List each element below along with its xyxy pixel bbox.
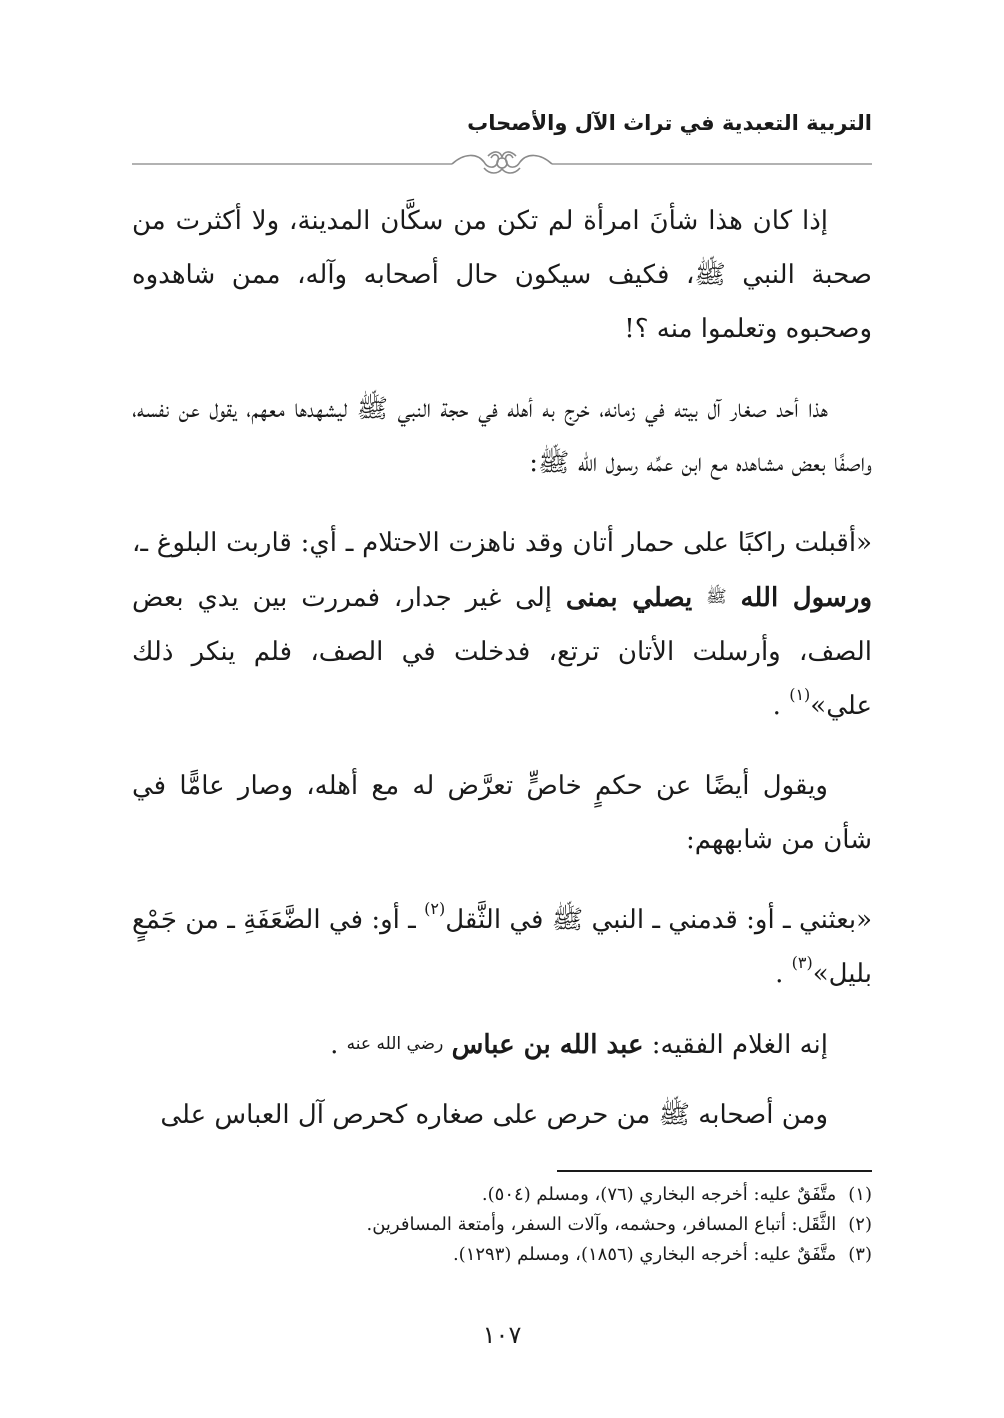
paragraph-7 [132,1088,872,1142]
running-head-title: التربية التعبدية في تراث الآل والأصحاب [467,111,872,135]
quote-1-end: . [772,691,781,721]
paragraph-2-text: هذا أحد صغار آل بيته في زمانه، خرج به أهله في حجة النبي ﷺ ليشهدها معهم، يقول عن نفسه، واصفًا بعض مشاهده مع ابن عمِّه رسول الله ﷺ: [132,394,872,478]
companion-honorific: رضي الله عنه [346,1034,444,1054]
footnote-ref-1[interactable]: (١) [789,685,811,704]
hadith-quote-1 [132,516,872,733]
paragraph-6 [132,1017,872,1072]
quote-1-bold-praying: يصلي بمنى [565,583,693,613]
hadith-quote-2 [132,893,872,1001]
book-page [132,0,872,1418]
footnote-1 [132,1180,872,1210]
footnote-3 [132,1240,872,1270]
paragraph-6-lead: إنه الغلام الفقيه: [643,1030,828,1060]
page-number: ١٠٧ [482,1321,522,1349]
footnote-text: متَّفَقٌ عليه: أخرجه البخاري (١٨٥٦)، ومسلم (١٢٩٣). [452,1244,837,1265]
footnote-ref-3[interactable]: (٣) [791,953,813,972]
footnote-2 [132,1210,872,1240]
quote-1-part-a: «أقبلت راكبًا على حمار أتان وقد ناهزت الاحتلام ـ أي: قاربت البلوغ ـ، [132,528,872,558]
paragraph-1 [132,194,872,356]
quote-1-bold-messenger: ورسول الله [740,583,873,613]
paragraph-7-text: ومن أصحابه ﷺ من حرص على صغاره كحرص آل العباس على [160,1100,828,1130]
footnote-number: (٣) [848,1244,872,1265]
footnote-separator [557,1170,872,1172]
companion-name: عبد الله بن عباس [451,1030,644,1060]
ornamental-divider [132,147,872,177]
main-text [132,194,872,1168]
paragraph-2 [132,382,872,490]
footnote-number: (٢) [848,1214,872,1235]
footnote-text: الثَّقَل: أتباع المسافر، وحشمه، وآلات السفر، وأمتعة المسافرين. [366,1214,837,1235]
footnote-text: متَّفَقٌ عليه: أخرجه البخاري (٧٦)، ومسلم (٥٠٤). [481,1184,837,1205]
quote-2-part-b: ـ أو: في الضَّعَفَةِ ـ من جَمْعٍ بليل» [132,905,872,989]
quote-2-part-a: «بعثني ـ أو: قدمني ـ النبي ﷺ في الثَّقل [445,905,872,935]
quote-2-end: . [775,959,784,989]
paragraph-4 [132,759,872,867]
paragraph-4-text: ويقول أيضًا عن حكمٍ خاصٍّ تعرَّض له مع أهله، وصار عامًّا في شأن من شابههم: [132,771,872,855]
footnote-number: (١) [848,1184,872,1205]
salutation-glyph: ﷺ [706,587,727,607]
footnote-ref-2[interactable]: (٢) [424,899,446,918]
paragraph-1-text: إذا كان هذا شأنَ امرأة لم تكن من سكَّان المدينة، ولا أكثرت من صحبة النبي ﷺ، فكيف سيكون حال أصحابه وآله، ممن شاهدوه وصحبوه وتعلموا منه ؟! [132,206,872,344]
paragraph-6-end: . [330,1030,339,1060]
footnotes [132,1180,872,1270]
quote-1-part-d: إلى غير جدار، فمررت بين يدي بعض الصف، وأرسلت الأتان ترتع، فدخلت في الصف، فلم ينكر ذلك علي» [132,583,872,721]
